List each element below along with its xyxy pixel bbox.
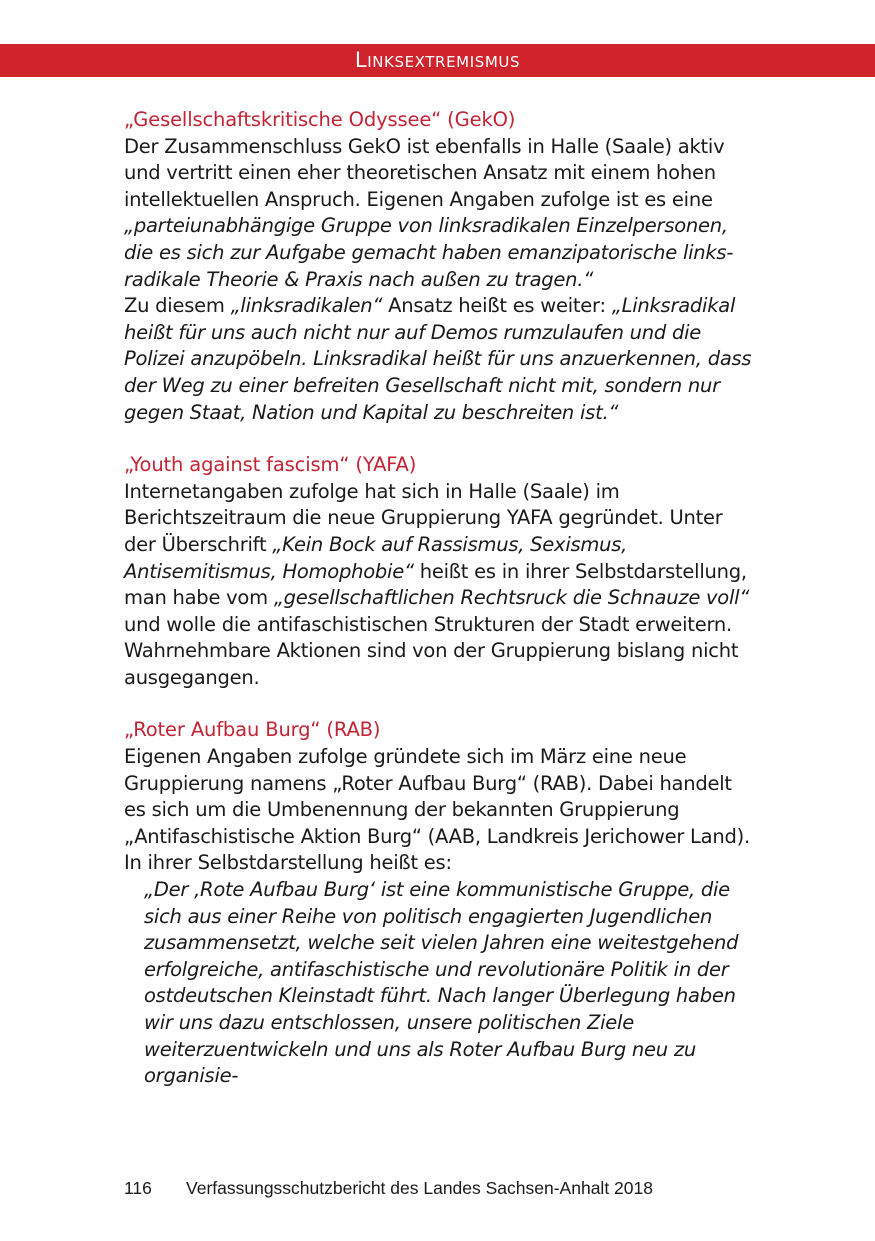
paragraph-geko-continuation — [124, 293, 752, 426]
paragraph-yafa — [124, 479, 752, 692]
page-header-banner — [0, 44, 875, 77]
paragraph-geko-mid: Ansatz heißt es weiter: — [382, 294, 612, 318]
paragraph-yafa-lead: Internetangaben zufolge hat sich in Halle (Saale) im Berichtszeitraum die neue Gruppierung YAFA gegründet. Unter der Überschrift — [124, 479, 723, 556]
section-heading-rab: „Roter Aufbau Burg“ (RAB) — [124, 718, 381, 742]
page-number: 116 — [124, 1178, 152, 1198]
section-heading-yafa: „Youth against fascism“ (YAFA) — [124, 453, 417, 477]
paragraph-yafa-mid: heißt es in ihrer Selbstdarstellung, man habe vom — [124, 559, 747, 610]
paragraph-rab: Eigenen Angaben zufolge gründete sich im März eine neue Gruppierung namens „Roter Aufbau Burg“ (RAB). Dabei handelt es sich um die Umbenennung der bekannten Gruppierung „Antifaschistische Aktion Burg“ (AAB, Landkreis Jerichower Land). In ihrer Selbstdarstellung heißt es: — [124, 745, 750, 875]
page-footer — [124, 1178, 824, 1199]
page-header-title: Linksextremismus — [354, 48, 521, 72]
paragraph-geko-lead: Zu diesem — [124, 294, 231, 318]
quote-rab-self-description: „Der ‚Rote Aufbau Burg‘ ist eine kommunistische Gruppe, die sich aus einer Reihe von politisch engagierten Jugendlichen zusammensetzt, welche seit vielen Jahren eine weitestgehend erfolgreiche, antifaschistische und revolutionäre Politik in der ostdeutschen Kleinstadt führt. Nach langer Überlegung haben wir uns dazu entschlossen, unsere politischen Ziele weiterzuentwickeln und uns als Roter Aufbau Burg neu zu organisie- — [144, 878, 739, 1088]
quote-geko-self-description: „parteiunabhängige Gruppe von linksradikalen Einzelpersonen, die es sich zur Aufgabe gemacht haben emanzipatorische links-radikale Theorie & Praxis nach außen zu tragen.“ — [124, 214, 734, 291]
paragraph-geko-intro: Der Zusammenschluss GekO ist ebenfalls in Halle (Saale) aktiv und vertritt einen eher theoretischen Ansatz mit einem hohen intellektuellen Anspruch. Eigenen Angaben zufolge ist es eine — [124, 134, 725, 211]
paragraph-yafa-italic-quote: „gesellschaftlichen Rechtsruck die Schnauze voll“ — [273, 586, 750, 610]
section-spacer — [124, 426, 752, 452]
paragraph-yafa-tail: und wolle die antifaschistischen Strukturen der Stadt erweitern. Wahrnehmbare Aktionen sind von der Gruppierung bislang nicht ausgegangen. — [124, 612, 739, 689]
paragraph-geko-italic-quote: „Linksradikal heißt für uns auch nicht nur auf Demos rumzulaufen und die Polizei anzupöbeln. Linksradikal heißt für uns anzuerkennen, dass der Weg zu einer befreiten Gesellschaft nicht mit, sondern nur gegen Staat, Nation und Kapital zu beschreiten ist.“ — [124, 294, 752, 424]
paragraph-yafa-italic-headline: „Kein Bock auf Rassismus, Sexismus, Antisemitismus, Homophobie“ — [124, 532, 628, 583]
footer-report-title: Verfassungsschutzbericht des Landes Sachsen-Anhalt 2018 — [186, 1178, 653, 1198]
paragraph-geko-italic-linksradikalen: „linksradikalen“ — [230, 294, 383, 318]
section-spacer — [124, 691, 752, 717]
section-heading-geko: „Gesellschaftskritische Odyssee“ (GekO) — [124, 108, 516, 131]
page-content-column — [124, 107, 752, 1090]
